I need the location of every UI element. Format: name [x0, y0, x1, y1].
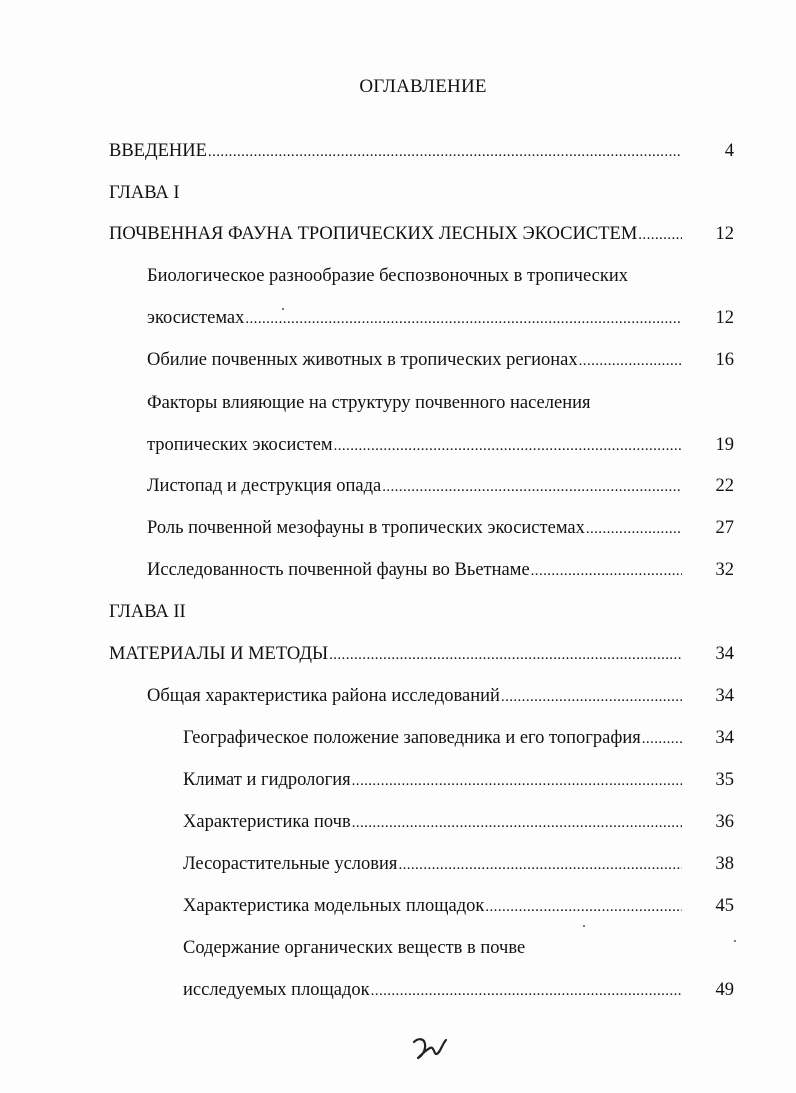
toc-page-number: 19	[715, 435, 734, 455]
toc-page-number: 12	[715, 308, 734, 328]
toc-leader-dots	[382, 475, 682, 498]
toc-entry-text: МАТЕРИАЛЫ И МЕТОДЫ	[109, 644, 329, 664]
toc-entry-text: ПОЧВЕННАЯ ФАУНА ТРОПИЧЕСКИХ ЛЕСНЫХ ЭКОСИСТЕМ	[109, 224, 638, 244]
toc-entry-text: Характеристика модельных площадок	[183, 896, 485, 916]
toc-leader-dots	[501, 685, 682, 708]
toc-page-number: 45	[715, 896, 734, 916]
toc-entry-text: тропических экосистем	[147, 435, 333, 455]
toc-entry-text-line: Биологическое разнообразие беспозвоночных в тропических	[147, 266, 628, 286]
toc-leader-dots	[586, 517, 682, 540]
toc-chapter-heading: ГЛАВА I	[109, 183, 180, 203]
toc-entry-text-line: Содержание органических веществ в почве	[183, 938, 526, 958]
toc-entry-text: Роль почвенной мезофауны в тропических экосистемах	[147, 518, 585, 538]
toc-entry-text: Общая характеристика района исследований	[147, 686, 500, 706]
toc-entry-mesofauna-role[interactable]	[147, 516, 682, 540]
toc-entry-organic-matter[interactable]	[183, 978, 682, 1002]
toc-leader-dots	[398, 853, 682, 876]
toc-chapter-heading: ГЛАВА II	[109, 602, 186, 622]
toc-page-number: 16	[715, 350, 734, 370]
toc-entry-text: Географическое положение заповедника и его топография	[183, 728, 641, 748]
toc-leader-dots	[531, 559, 682, 582]
toc-entry-chapter1-title[interactable]	[109, 222, 682, 246]
toc-entry-climate[interactable]	[183, 768, 682, 792]
toc-entry-text: Исследованность почвенной фауны во Вьетнаме	[147, 560, 530, 580]
toc-page-number: 22	[715, 476, 734, 496]
scan-speck	[282, 308, 284, 310]
toc-page-number: 12	[715, 224, 734, 244]
toc-entry-text: Характеристика почв	[183, 812, 351, 832]
toc-leader-dots	[352, 811, 682, 834]
toc-entry-study-area[interactable]	[147, 684, 682, 708]
toc-page-number: 27	[715, 518, 734, 538]
toc-leader-dots	[579, 349, 682, 372]
toc-entry-text: ВВЕДЕНИЕ	[109, 141, 207, 161]
toc-entry-materials-methods[interactable]	[109, 642, 682, 666]
toc-entry-vietnam-study[interactable]	[147, 558, 682, 582]
toc-page-number: 34	[715, 686, 734, 706]
toc-entry-model-plots[interactable]	[183, 894, 682, 918]
toc-entry-text: Климат и гидрология	[183, 770, 351, 790]
toc-entry-soils[interactable]	[183, 810, 682, 834]
toc-entry-text-line: Факторы влияющие на структуру почвенного населения	[147, 393, 591, 413]
toc-leader-dots	[245, 307, 682, 330]
toc-entry-text: Листопад и деструкция опада	[147, 476, 382, 496]
toc-entry-abundance[interactable]	[147, 348, 682, 372]
toc-entry-litterfall[interactable]	[147, 474, 682, 498]
toc-entry-introduction[interactable]	[109, 139, 682, 163]
toc-page-number: 32	[715, 560, 734, 580]
toc-entry-text: экосистемах	[147, 308, 245, 328]
toc-page-number: 36	[715, 812, 734, 832]
toc-entry-text: Обилие почвенных животных в тропических регионах	[147, 350, 578, 370]
handwritten-signature-icon	[410, 1032, 450, 1062]
toc-page-number: 49	[715, 980, 734, 1000]
scan-speck	[583, 925, 585, 927]
toc-page-number: 35	[715, 770, 734, 790]
toc-entry-forest-conditions[interactable]	[183, 852, 682, 876]
toc-leader-dots	[208, 140, 682, 163]
toc-page-number: 34	[715, 728, 734, 748]
toc-entry-biodiversity[interactable]	[147, 306, 682, 330]
page-title: ОГЛАВЛЕНИЕ	[359, 76, 487, 97]
toc-leader-dots	[334, 434, 682, 457]
toc-leader-dots	[371, 979, 682, 1002]
toc-page-number: 34	[715, 644, 734, 664]
toc-leader-dots	[329, 643, 682, 666]
toc-page-number: 4	[724, 141, 734, 161]
toc-entry-text: исследуемых площадок	[183, 980, 370, 1000]
scan-speck	[734, 940, 736, 942]
toc-leader-dots	[485, 895, 682, 918]
toc-leader-dots	[352, 769, 682, 792]
toc-entry-text: Лесорастительные условия	[183, 854, 398, 874]
toc-entry-geography[interactable]	[183, 726, 682, 750]
toc-entry-factors[interactable]	[147, 433, 682, 457]
toc-page-number: 38	[715, 854, 734, 874]
